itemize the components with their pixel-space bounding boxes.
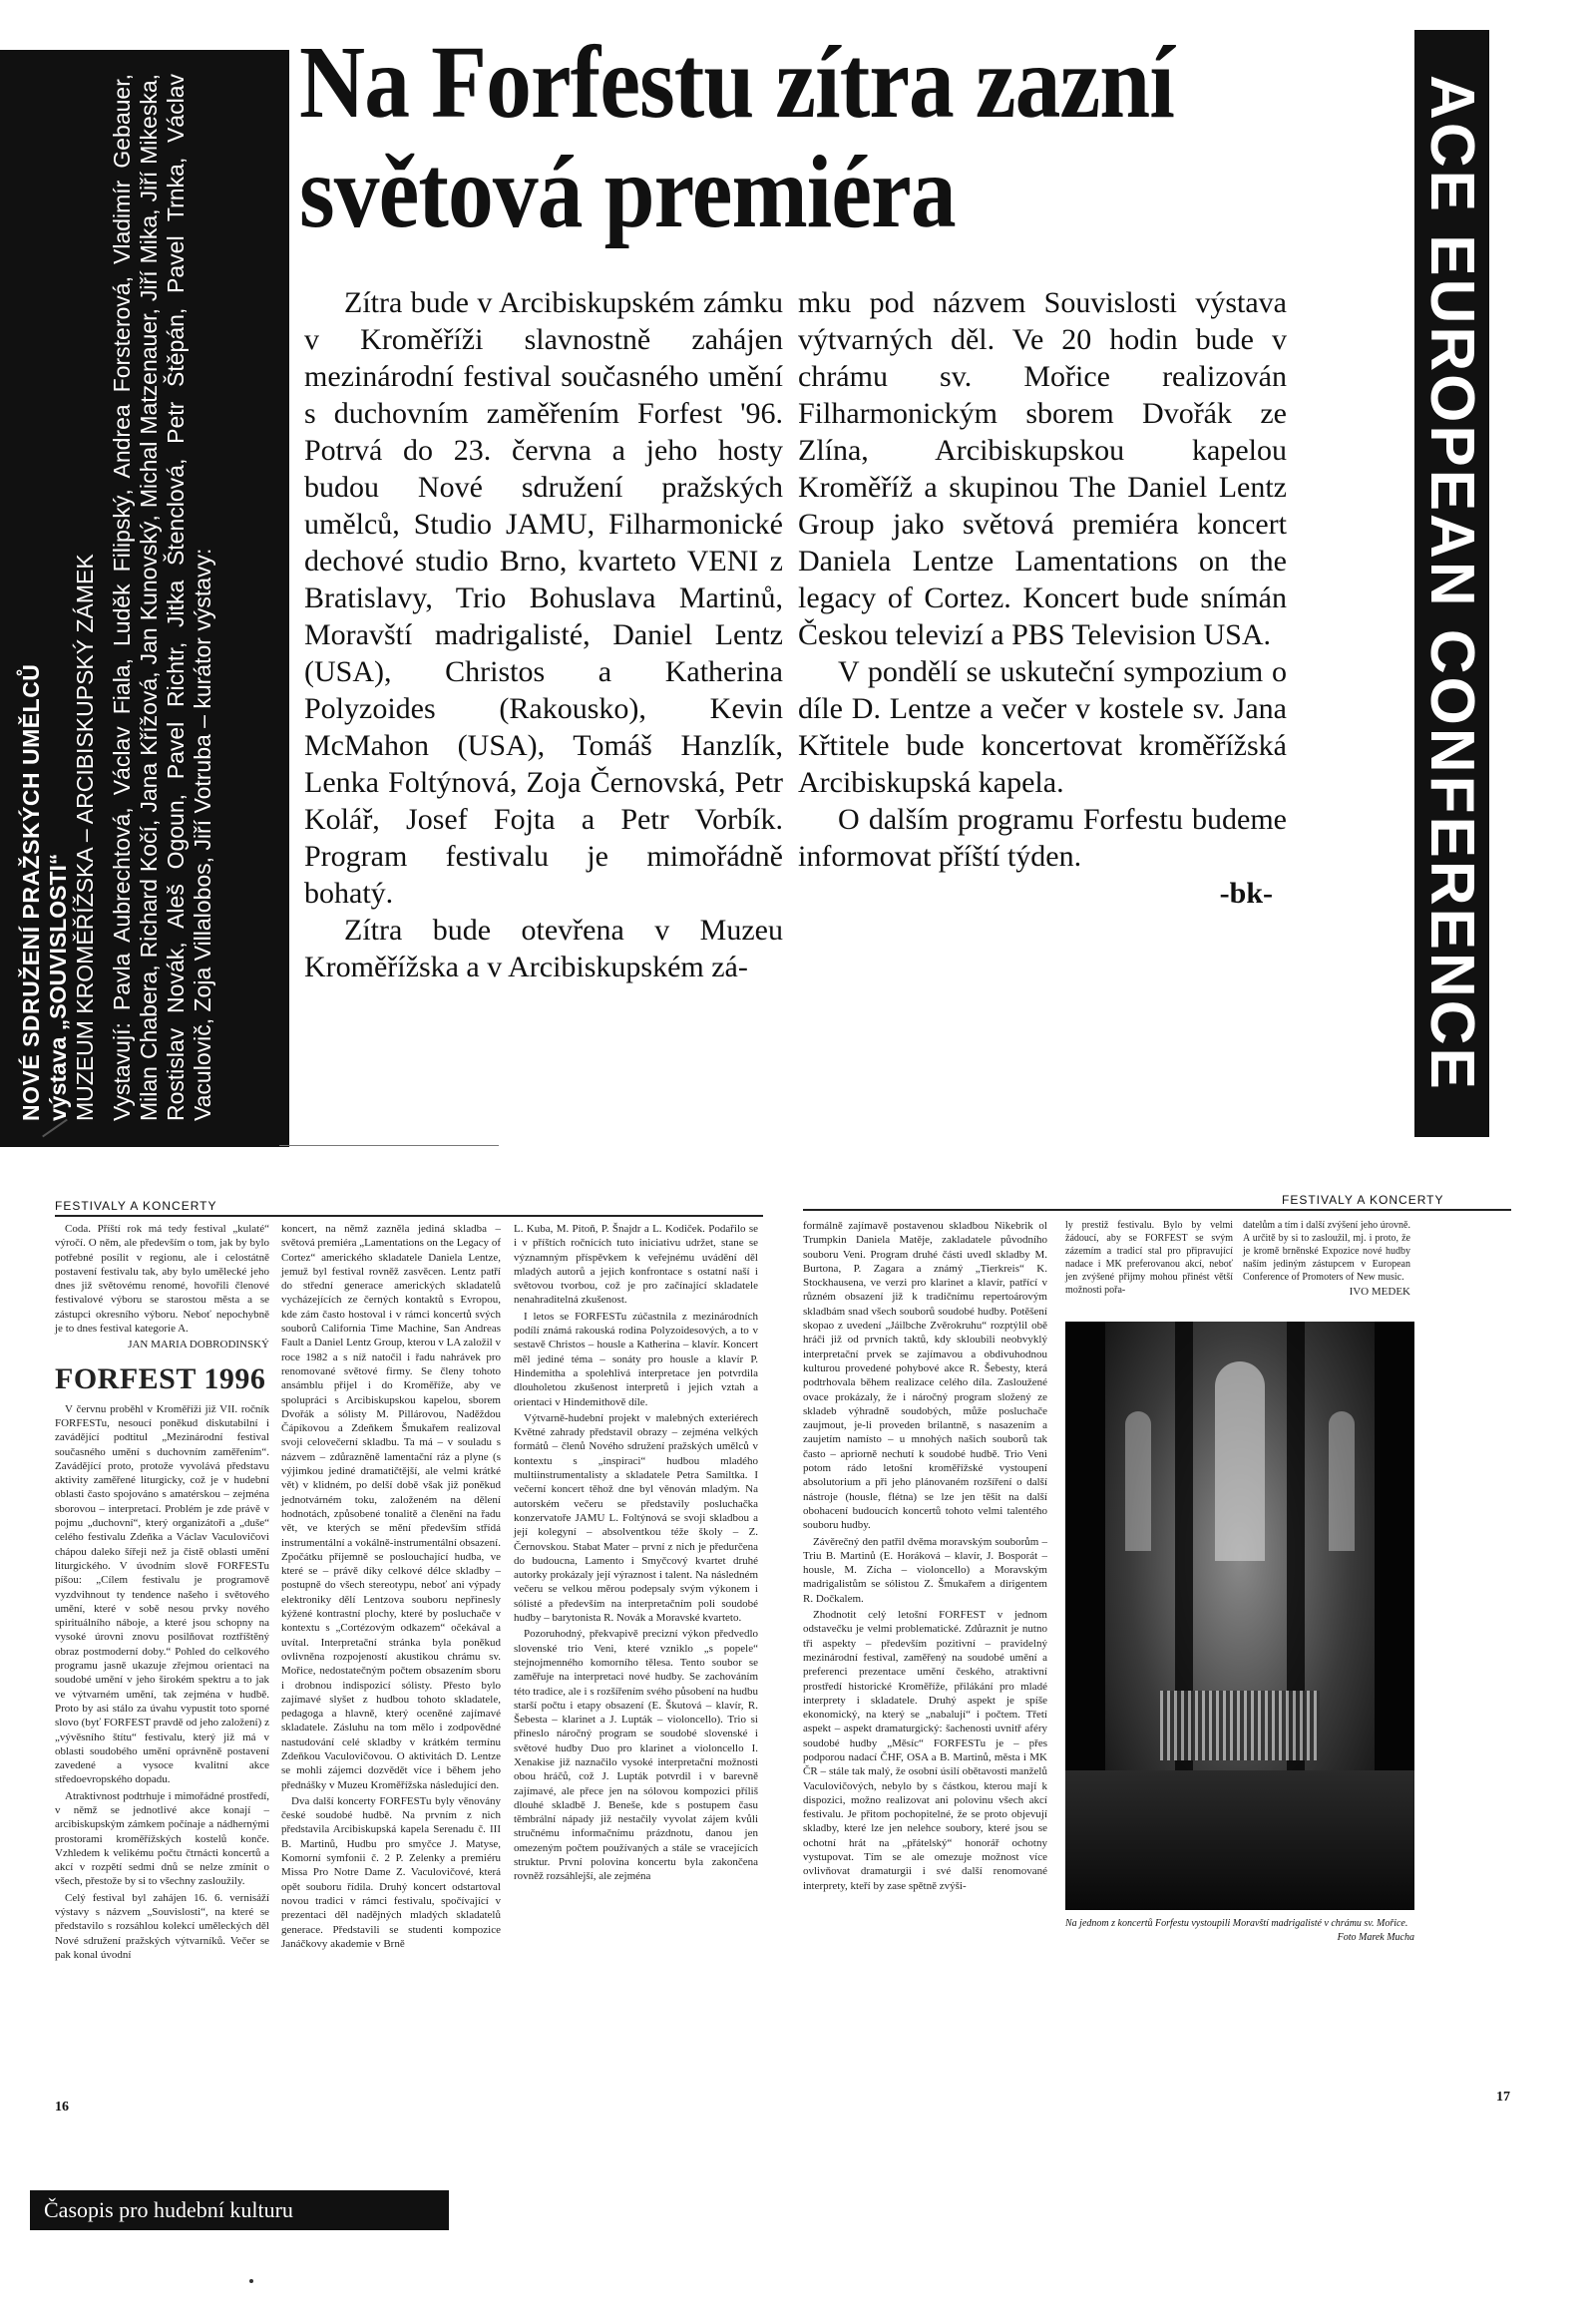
article-paragraph: Pozoruhodný, překvapivě precizní výkon předvedlo slovenské trio Veni, které vzniklo „s popele“ stejnojmenného komorního tělesa. Tento soubor se zaměřuje na interpretaci nové hudby. Se zachováním této tradice, ale i s rozšířením svého působení na hudbu starší počtu i etapy obsazení (E. Škutová – klavír, R. Šebesta – klarinet a J. Lupták – violoncello). Trio si přineslo náročný program se soudobé slovenské i světové hudby Duo pro klarinet a violoncello I. Xenakise již naznačilo vysoké interpretační možnosti obou hráčů, což J. Lupták potvrdil i v barevně zajímavé, ale přece jen na sólovou kompozici příliš dlouhé skladbě J. Beneše, kde s postupem času těmbrální nápady již nestačily vyvolat zájem kvůli stručnému informačnímu prázdnotu, danou jen omezeným počtem používaných a stále se vracejících struktur. První polovina koncertu byla zakončena rovněž rozsáhlejší, ale zejména bbox=[514, 1628, 758, 1883]
header-rule bbox=[55, 1215, 763, 1217]
article-author: IVO MEDEK bbox=[1349, 1286, 1410, 1298]
article-paragraph: V červnu proběhl v Kroměříži již VII. ročník FORFESTu, nesoucí poněkud diskutabilní i zavádějící podtitul „Mezinárodní festival současného umění s duchovním zaměřením“. Zavádějící proto, protože vyvolává představu aktivity zaměřené liturgicky, což je v hudební oblasti často spojováno s amatérskou – zejména sborovou – interpretací. Problém je zde právě v pojmu „duchovní“, který organizátoři a „duše“ celého festivalu Zdeňka a Václav Vaculovičovi chápou daleko šířeji než ja čistě oblasti umění liturgického. V úvodním slově FORFESTu píšou: „Cílem festivalu je programově vyzdvihnout ty tendence našeho i světového umění, které v sobě nesou prvky nového spirituálního náboje, a které jsou schopny na vysoké úrovni znovu posilňovat roztříštěný obraz postmoderní doby.“ Pohled do celkového programu jasně ukazuje zřejmou orientaci na soudobé umění v jeho širokém spektru a to jak ve výtvarném umění, tak zejména v hudbě. Proto by asi stálo za úvahu vypustit toto sporné slovo (byť FORFEST pravdě od jeho založení) z „vývěsního štítu“ festivalu, který již má v oblasti soudobého umění oprávněně postavení zavedené a vysoce kvalitní akce středoevropského dopadu. bbox=[55, 1402, 269, 1786]
conference-banner bbox=[1414, 30, 1489, 1137]
right-page-header: FESTIVALY A KONCERTY bbox=[1282, 1193, 1444, 1207]
left-page-header: FESTIVALY A KONCERTY bbox=[55, 1199, 217, 1213]
spread-column-6 bbox=[1243, 1219, 1410, 1299]
article-paragraph: Závěrečný den patřil dvěma moravským souborům – Triu B. Martinů (E. Horáková – klavír, J. Bosporát – housle, M. Zícha – violoncello) a Moravským madrigalistům se sólistou Z. Šmukařem a dirigentem R. Dočkalem. bbox=[803, 1535, 1047, 1605]
article-paragraph: koncert, na němž zazněla jediná skladba – světová premiéra „Lamentations on the Legacy of Cortez“ amerického skladatele Daniela Lentze, jemuž byl festival rovněž zasvěcen. Lentz patří do střední generace amerických skladatelů vycházejících ze černých kontaktů s Evropou, kde zám často hostoval i v rámci koncertů svých souborů California Time Machine, San Andreas Fault a Daniel Lentz Group, kterou v LA založil v roce 1982 a s níž natočil i řadu nahrávek pro renomované světové firmy. Se členy tohoto ansámblu přijel i do Kroměříže, aby ve spolupráci s Arcibiskupskou kapelou, sborem Dvořák a sólisty M. Pillárovou, Naděždou Čápíkovou a Zdeňkem Šmukařem realizoval svoji celovečerní skladbu. Ta má – v souladu s názvem – zdůrazněně lamentační ráz a plyne (s výjimkou jediné dramatičtější, ale velmi krátké vět) v klidném, po delší době však již poněkud jednotvárném toku, založeném na dělení hodnotách, způsobené tonalitě a členění na řadu vět, ve kterých se mění především střídá instrumentální a vokálně-instrumentální obsazení. Zpočátku příjemně se poslouchající hudba, ve které se – právě díky celkové délce skladby – postupně do všech stereotypu, neboť ani výpady elektroniky dělí Lentzova souboru nepřinesly kýžené kontrastní plochy, které by posluchače v kontextu s „Cortézovým odkazem“ očekával a uvítal. Interpretační stránka byla poněkud ovlivněna rozpojeností akustikou chrámu sv. Mořice, nedostatečným počtem obsazením sboru i drobnou indispozicí sólisty. Přesto bylo zajímavé slyšet z hudbou tohoto skladatele, pedagoga a hlavně, který oceněné zajímavé skladatele. Zásluhu na tom mělo i zodpovědné nastudování celé skladby v krátkém termínu Zdeňkou Vaculovičovou. O aktivitách D. Lentze se mohli zájemci dozvědět více i během jeho přednášky v Muzeu Kroměřížska následující den. bbox=[281, 1223, 501, 1791]
article-headline bbox=[299, 25, 1230, 249]
article-paragraph: Zhodnotit celý letošní FORFEST v jednom odstavečku je velmi problematické. Zdůraznit je nutno tři aspekty – především pozitivní – pravidelný mezinárodní festival, zaměřený na soudobé umění a preferenci prezentace umění českého, atraktivní prostředí historické Kroměříže, přilákání pro mladé interprety i skladatele. Druhý aspekt je spíše ekonomický, na který se „nabalují“ i počtem. Třetí aspekt – aspekt dramaturgický: šachenosti uvnitř aféry soudobé hudby „Měsíc“ FORFESTu je – přes podporou nadací ČHF, OSA a B. Martinů, města i MK ČR – stále tak malý, že osobní úsilí obětavosti manželů Vaculovičových, nebylo by s částkou, kterou mají k dispozici, možno realizovat ani polovinu všech akcí festivalu. Je přitom pochopitelné, že se proto objevují skladby, které lze jen nelehce soubory, které jsou se ochotní hrát na „přátelský“ honorář ochotny vystupovat. Tím se ale omezuje možnost více ovlivňovat dramaturgii i své další renomované interprety, kteří by zase spětně zvýši- bbox=[803, 1609, 1047, 1892]
church-interior-photo bbox=[1065, 1322, 1414, 1910]
headline-line-1: Na Forfestu zítra zazní bbox=[299, 25, 1174, 140]
article-paragraph: O dalším programu Forfestu budeme informovat příští týden. bbox=[798, 803, 1287, 873]
sidebar-venue: MUZEUM KROMĚŘÍŽSKA – ARCIBISKUPSKÝ ZÁMEK bbox=[72, 554, 98, 1121]
article-paragraph: Zítra bude v Arcibiskupském zámku v Kroměříži slavnostně zahájen mezinárodní festival současného umění s duchovním zaměřením Forfest '96. Potrvá do 23. června a jeho hosty budou Nové sdružení pražských umělců, Studio JAMU, Filharmonické dechové studio Brno, kvarteto VENI z Bratislavy, Trio Bohuslava Martinů, Moravští madrigalisté, Daniel Lentz (USA), Christos a Katherina Polyzoides (Rakousko), Kevin McMahon (USA), Tomáš Hanzlík, Lenka Foltýnová, Zoja Černovská, Petr Kolář, Josef Fojta a Petr Vorbík. Program festivalu je mimořádně bohatý. bbox=[304, 286, 783, 910]
photo-caption: Na jednom z koncertů Forfestu vystoupili Moravští madrigalisté v chrámu sv. Mořice. bbox=[1065, 1918, 1408, 1929]
crop-mark bbox=[279, 1145, 499, 1146]
photo-credit: Foto Marek Mucha bbox=[1337, 1932, 1414, 1943]
article-paragraph: Výtvarně-hudební projekt v malebných exteriérech Květné zahrady představil obrazy – zejména velkých formátů – členů Nového sdružení pražských umělců v kontextu s „inspiraci“ hudbou mladého multiinstrumentalisty a skladatele Petra Samiltka. I večerní koncert těhož dne byl věnován mladým. Na autorském večeru se představily posluchačka konzervatoře JAMU L. Foltýnová se svoji skladbou a její kolegyní – absolventkou téže školy – Z. Černovskou. Stabat Mater – první z nich je předurčena do budoucna, Lamento i Smyčcový kvartet druhé autorky prokázaly její výraznost i talent. Na následném večeru se velkou měrou podepsaly svým výkonem i sólisté a především na interpretačním poli soudobé hudby – barytonista R. Novák a Moravské kvarteto. bbox=[514, 1411, 758, 1625]
magazine-footer: Časopis pro hudební kulturu bbox=[30, 2190, 449, 2230]
spread-column-3 bbox=[514, 1222, 758, 1886]
article-column-left bbox=[304, 284, 783, 985]
sidebar-title: NOVÉ SDRUŽENÍ PRAŽSKÝCH UMĚLCŮ bbox=[18, 663, 44, 1121]
article-paragraph: V pondělí se uskuteční sympozium o díle D. Lentze a večer v kostele sv. Jana Křtitele bude koncertovat kroměřížská Arcibiskupská kapela. bbox=[798, 655, 1287, 799]
intro-author: JAN MARIA DOBRODINSKÝ bbox=[128, 1339, 269, 1351]
article-paragraph: Celý festival byl zahájen 16. 6. vernisáží výstavy s názvem „Souvislosti“, na které se představilo s rozsáhlou kolekcí uměleckých děl Nové sdružení pražských výtvarníků. Večer se pak konal úvodní bbox=[55, 1891, 269, 1961]
article-paragraph: ly prestiž festivalu. Bylo by velmi žádoucí, aby se FORFEST se svým zázemím a tradicí stal pro připravující nadace i MK preferovanou akcí, neboť jen zvýšené přijmy mohou přinést větší možnosti pořa- bbox=[1065, 1220, 1233, 1296]
article-paragraph: Atraktivnost podtrhuje i mimořádné prostředí, v němž se jednotlivé akce konají – arcibiskupským zámkem počínaje a nádhernými prostorami kroměřížských kostelů konče. Vzhledem k velikému počtu čtrnácti koncertů a akcí v rozpětí sedmi dnů se nelze zmínit o všech, přestože by si to všechny zasloužily. bbox=[55, 1789, 269, 1888]
sidebar-subtitle: výstava „SOUVISLOSTI“ bbox=[45, 853, 71, 1121]
sidebar-exhibitors: Vystavují: Pavla Aubrechtová, Václav Fiala, Luděk Filipský, Andrea Forsterová, Vladimír Gebauer, Milan Chabera, Richard Kočí, Jana Křížová, Jan Kunovský, Michal Matzenauer, Jiří Mika, Jiří Mikeska, Rostislav Novák, Aleš Ogoun, Pavel Richtr, Jitka Štenclová, Petr Štěpán, Pavel Trnka, Václav Vaculovič, Zoja Villalobos, Jiří Votruba – kurátor výstavy: bbox=[109, 74, 215, 1121]
exhibition-sidebar bbox=[0, 50, 289, 1147]
article-paragraph: Zítra bude otevřena v Muzeu Kroměřížska a v Arcibiskupském zá- bbox=[304, 914, 783, 983]
banner-text: ACE EUROPEAN CONFERENCE bbox=[1417, 75, 1486, 1092]
headline-line-2: světová premiéra bbox=[299, 135, 956, 249]
article-column-right bbox=[798, 284, 1287, 912]
spread-column-4 bbox=[803, 1219, 1047, 1895]
article-paragraph: datelům a tím i další zvýšení jeho úrovně. A určitě by si to zasloužil, mj. i proto, že je kromě brněnské Expozice nové hudby naším jediným zástupcem v European Conference of Promoters of New music. bbox=[1243, 1220, 1410, 1283]
spread-column-5 bbox=[1065, 1219, 1233, 1299]
article-paragraph: L. Kuba, M. Pitoň, P. Šnajdr a L. Kodiček. Podařilo se i v příštích ročnících tuto iniciativu udržet, stane se významným příspěvkem k veřejnému uvádění děl mladých autorů a jejich konfrontace s ostatní naší i světovou tvorbou, což je pro začínající skladatele nenahraditelná zkušenost. bbox=[514, 1223, 758, 1307]
intro-paragraph: Coda. Příští rok má tedy festival „kulaté“ výročí. O něm, ale především o tom, jak by bylo potřebné posílit v regionu, ale i celostátně postavení festivalu tak, aby bylo umělecké jeho dnes již světovému renomé, hovořili členové festivalové výboru se starostou města a se zástupci okresního výboru. Neboť nepochybně je to dnes festival kategorie A. bbox=[55, 1223, 269, 1336]
article-paragraph: Dva další koncerty FORFESTu byly věnovány české soudobé hudbě. Na prvním z nich představila Arcibiskupská kapela Serenadu č. III B. Martinů, Hudbu pro smyčce J. Matyse, Komorní symfonii č. 2 P. Zelenky a premiéru Missa Pro Notre Dame Z. Vaculovičové, která opět souboru řídila. Druhý koncert odstartoval novou tradici v rámci festivalu, spočívající v prezentaci děl nadějných mladých skladatelů generace. Představili se studenti kompozice Janáčkovy akademie v Brně bbox=[281, 1794, 501, 1950]
scan-speck bbox=[249, 2279, 253, 2283]
forfest-title: FORFEST 1996 bbox=[55, 1361, 266, 1395]
spread-column-1 bbox=[55, 1222, 269, 1964]
header-rule bbox=[803, 1209, 1511, 1211]
article-paragraph: formálně zajímavě postavenou skladbou Nikebrik ol Trumpkin Daniela Matěje, zakladatele původního souboru Veni. Program druhé části uvedl skladby M. Burtona, P. Zagara a známý „Tierkreis“ K. Stockhausena, ve verzi pro klarinet a klavír, patřící v různém obsazení již k tradičnímu repertoárovým skladbám snad všech souborů soudobé hudby. Potěšení skopao z uvedení „Jáilbche Zvěrokruhu“ rozptýlil obě hráči již od prvních taktů, kdy skloubili neobvyklý interpretační prvek se zajímavou a obdivuhodnou kulturou provedené pohybové akce R. Šebesty, která podtrhovala během realizace celého díla. Zasloužené ovace prokázaly, že i náročný program složený ze skladeb výhradně soudobých, může posluchače zaujmout, je-li proveden brilantně, s nasazením a zaujetím namísto – u mnohých našich souborů tak často – apriorně nechutí k soudobé hudbě. Trio Veni potom rádo letošní kroměřížské vystoupení absolutorium a při jeho plánovaném rozšíření o další nástroje (housle, flétna) se lze jen těšit na další obohacení budoucích koncertů tohoto velmi talentého souboru hudby. bbox=[803, 1220, 1047, 1532]
article-paragraph: mku pod názvem Souvislosti výstava výtvarných děl. Ve 20 hodin bude v chrámu sv. Mořice realizován Filharmonickým sborem Dvořák ze Zlína, Arcibiskupskou kapelou Kroměříž a skupinou The Daniel Lentz Group jako světová premiéra koncert Daniela Lentze Lamentations on the legacy of Cortez. Koncert bude snímán Českou televizí a PBS Television USA. bbox=[798, 286, 1287, 651]
page-number-left: 16 bbox=[55, 2100, 69, 2115]
article-signature: -bk- bbox=[1219, 877, 1273, 910]
page-number-right: 17 bbox=[1496, 2090, 1510, 2105]
article-paragraph: I letos se FORFESTu zúčastnila z mezinárodních podílí známá rakouská rodina Polyzoidesových, a to v sestavě Christos – housle a Katherina – klavír. Koncert měl jediné téma – sonáty pro housle a klavír P. Hindemitha a spolehlivá interpretace jen potvrdila dlouholetou zkušenost interpretů i jejich vztah a orientaci v Hindemithově díle. bbox=[514, 1310, 758, 1408]
spread-column-2 bbox=[281, 1222, 501, 1953]
